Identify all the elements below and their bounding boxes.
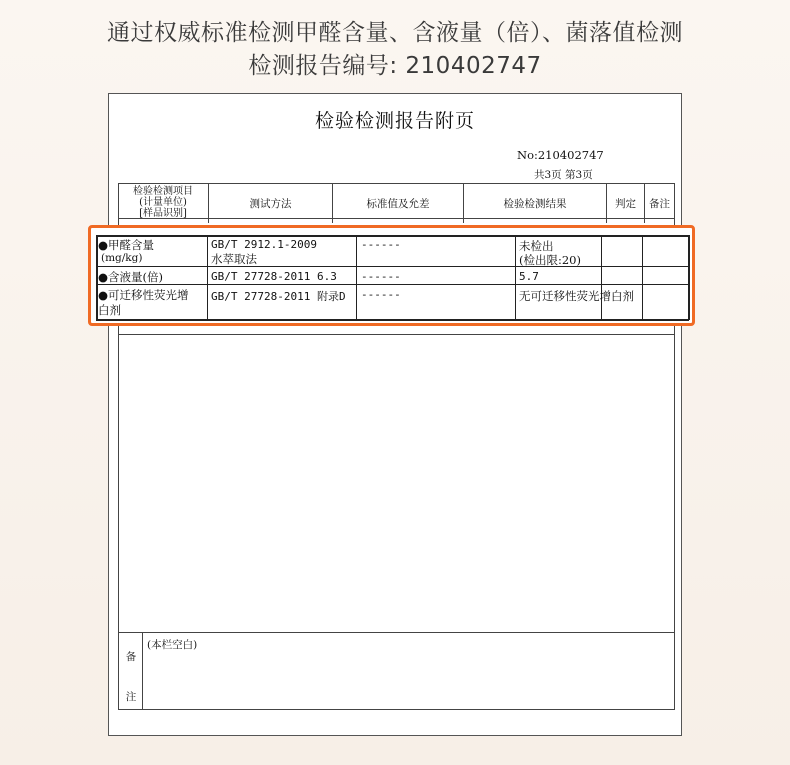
header-remark: 备注 [649, 198, 670, 210]
header-method: 测试方法 [249, 198, 292, 210]
header-item: 检验检测项目 (计量单位) [样品识别] [133, 186, 193, 219]
row-fluorescent-item-2: 白剂 [98, 303, 121, 317]
report-number: No:210402747 [517, 148, 604, 162]
notes-bottom-border [118, 709, 675, 710]
row-liquid-method: GB/T 27728-2011 6.3 [211, 270, 337, 283]
notes-divider [142, 632, 143, 709]
notes-label-bottom: 注 [125, 691, 137, 703]
header-judgement: 判定 [615, 198, 636, 210]
mag-col-divider-4 [601, 235, 602, 320]
headline-line-1: 通过权威标准检测甲醛含量、含液量（倍）、菌落值检测 [107, 20, 683, 46]
row-formaldehyde-item: ●甲醛含量 [98, 238, 155, 252]
mag-right-border [688, 235, 690, 320]
row-liquid-item: ●含液量(倍) [98, 270, 164, 284]
row-formaldehyde-result: 未检出 [519, 239, 554, 253]
body-left-border [118, 334, 119, 710]
mag-col-divider-3 [515, 235, 516, 320]
row-fluorescent-standard: ------ [361, 288, 401, 301]
row-liquid-standard: ------ [361, 270, 401, 283]
row-formaldehyde-method-note: 水萃取法 [211, 252, 257, 266]
mag-col-divider-2 [356, 235, 357, 320]
document-title: 检验检测报告附页 [314, 110, 475, 132]
table-top-border [118, 183, 675, 184]
report-page [108, 93, 682, 736]
body-divider [118, 334, 675, 335]
mag-col-divider-1 [207, 235, 208, 320]
header-result: 检验检测结果 [503, 198, 567, 210]
page-count: 共3页 第3页 [534, 169, 593, 181]
row-formaldehyde-unit: (mg/kg) [101, 252, 143, 264]
row-fluorescent-item: ●可迁移性荧光增 [98, 288, 189, 302]
row-fluorescent-result: 无可迁移性荧光增白剂 [519, 289, 634, 303]
headline-line-2: 检测报告编号: 210402747 [248, 53, 542, 79]
mag-col-divider-5 [642, 235, 643, 320]
row-formaldehyde-limit: (检出限:20) [519, 253, 581, 267]
row-liquid-result: 5.7 [519, 270, 539, 283]
notes-text: (本栏空白) [147, 639, 198, 651]
row-formaldehyde-standard: ------ [361, 238, 401, 251]
notes-top-border [118, 632, 675, 633]
header-standard: 标准值及允差 [366, 198, 430, 210]
body-right-border [674, 334, 675, 710]
notes-label-top: 备 [125, 651, 137, 663]
highlight-box [88, 225, 695, 326]
row-formaldehyde-method: GB/T 2912.1-2009 [211, 238, 317, 251]
row-fluorescent-method: GB/T 27728-2011 附录D [211, 290, 346, 303]
